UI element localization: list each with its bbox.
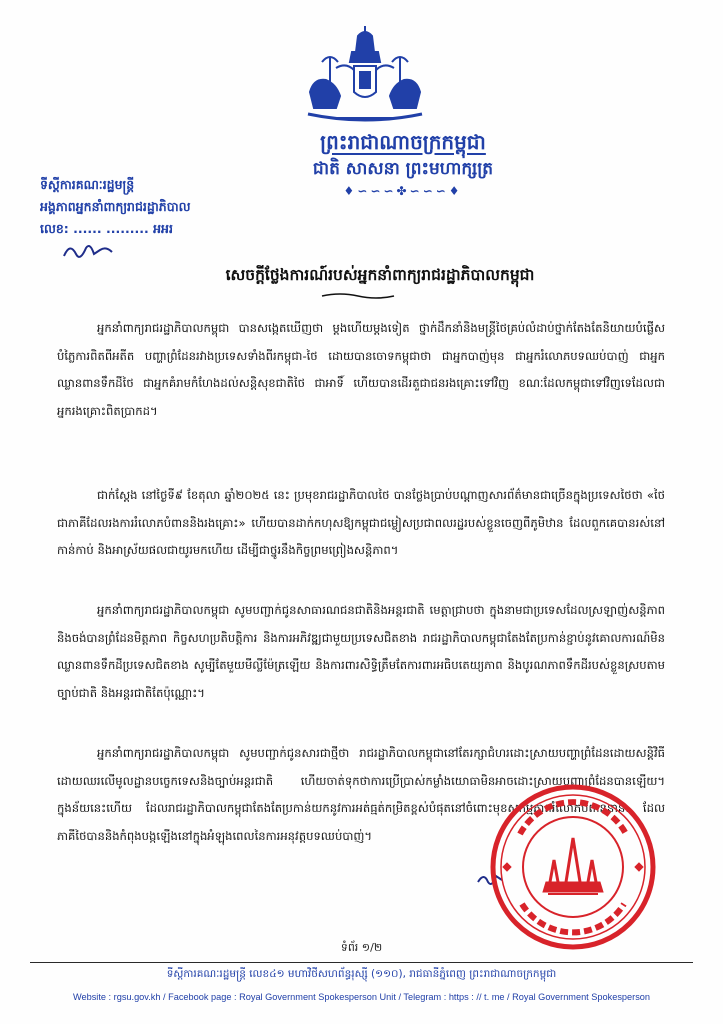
paragraph-1: អ្នកនាំពាក្យរាជរដ្ឋាភិបាលកម្ពុជា បានសង្កេតឃើញថា ម្តងហើយម្តងទៀត ថ្នាក់ដឹកនាំនិងមន្ត្រីថៃគ្រប់លំដាប់ថ្នាក់តែងតែនិយាយបំផ្លើសបំភ្លៃការពិតពីអតីត បញ្ហាព្រំដែនរវាងប្រទេសទាំងពីរកម្ពុជា-ថៃ ដោយបានចោទកម្ពុជាថា ជាអ្នកបាញ់មុន ជាអ្នករំលោភបទឈប់បាញ់ ជាអ្នកឈ្លានពានទឹកដីថៃ ជាអ្នកគំរាមកំហែងដល់សន្តិសុខជាតិថៃ ជាអាទិ៍ ហើយបានដើរតួជាជនរងគ្រោះទៅវិញ ខណៈដែលកម្ពុជាទៅវិញទេដែលជាអ្នករងគ្រោះពិតប្រាកដ។ <box>57 321 665 418</box>
reference-prefix: លេខ: <box>40 221 69 236</box>
title-ornament-icon <box>320 292 396 300</box>
statement-title: សេចក្តីថ្លែងការណ៍របស់អ្នកនាំពាក្យរាជរដ្ឋាភិបាលកម្ពុជា <box>225 266 535 284</box>
paragraph-2: ជាក់ស្តែង នៅថ្ងៃទី៩ ខែតុលា ឆ្នាំ២០២៥ នេះ ប្រមុខរាជរដ្ឋាភិបាលថៃ បានថ្លែងប្រាប់បណ្តាញសារព័ត៌មានជាច្រើនក្នុងប្រទេសថៃថា «ថៃជាភាគីដែលរងការរំលោភបំពាននិងរងគ្រោះ» ហើយបានដាក់កហុសឱ្យកម្ពុជាជម្លៀសប្រជាពលរដ្ឋរបស់ខ្លួនចេញពីភូមិឋាន ដែលពួកគេបានរស់នៅកាន់កាប់ និងអាស្រ័យផលជាយូរមកហើយ ដើម្បីជាថ្នូរនឹងកិច្ចព្រមព្រៀងសន្តិភាព។ <box>57 488 665 557</box>
footer-divider <box>30 962 693 963</box>
reference-number <box>40 218 280 240</box>
kingdom-header <box>238 128 568 198</box>
official-seal-icon <box>488 782 658 952</box>
reference-handwritten: ...... ......... <box>73 221 154 236</box>
ministry-name: ទីស្តីការគណៈរដ្ឋមន្ត្រី <box>40 177 135 192</box>
handwritten-initial-icon <box>60 240 118 264</box>
reference-suffix: អអរ <box>153 221 173 236</box>
paragraph-3: អ្នកនាំពាក្យរាជរដ្ឋាភិបាលកម្ពុជា សូមបញ្ជាក់ជូនសាធារណជនជាតិនិងអន្តរជាតិ មេត្តាជ្រាបថា ក្នុងនាមជាប្រទេសដែលស្រឡាញ់សន្តិភាព និងចង់បានព្រំដែនមិត្តភាព កិច្ចសហប្រតិបត្តិការ និងការអភិវឌ្ឍជាមួយប្រទេសជិតខាង រាជរដ្ឋាភិបាលកម្ពុជាតែងតែប្រកាន់ខ្ជាប់នូវគោលការណ៍មិនឈ្លានពានទឹកដីប្រទេសជិតខាង សូម្បីតែមួយមីល្លីម៉ែត្រឡើយ និងការពារសិទ្ធិត្រឹមតែការពារអធិបតេយ្យភាព និងបូរណភាពទឹកដីរបស់ខ្លួនស្របតាមច្បាប់ជាតិ និងអន្តរជាតិតែប៉ុណ្ណោះ។ <box>57 603 665 700</box>
footer-contacts: Website : rgsu.gov.kh / Facebook page : Royal Government Spokesperson Unit / Telegram : https : // t. me / Royal Government Spokesperson <box>72 992 651 1002</box>
header-ornament: ♦∽∽∽✤∽∽∽♦ <box>343 184 463 198</box>
page-number: ទំព័រ ១/២ <box>340 941 383 954</box>
national-motto: ជាតិ សាសនា ព្រះមហាក្សត្រ <box>312 159 494 179</box>
footer-address: ទីស្តីការគណៈរដ្ឋមន្ត្រី លេខ៤១ មហាវិថីសហព័ន្ធរុស្ស៊ី (១១០), រាជធានីភ្នំពេញ ព្រះរាជាណាចក្រកម្ពុជា <box>166 968 557 980</box>
issuing-office <box>40 174 280 240</box>
royal-crest-icon <box>300 22 430 126</box>
unit-name: អង្គភាពអ្នកនាំពាក្យរាជរដ្ឋាភិបាល <box>40 199 191 214</box>
kingdom-name: ព្រះរាជាណាចក្រកម្ពុជា <box>320 130 486 154</box>
paragraph-4: អ្នកនាំពាក្យរាជរដ្ឋាភិបាលកម្ពុជា សូមបញ្ជាក់ជូនសារជាថ្មីថា រាជរដ្ឋាភិបាលកម្ពុជានៅតែរក្សាជំហរដោះស្រាយបញ្ហាព្រំដែនដោយសន្តិវិធី ដោយឈរលើមូលដ្ឋានបច្ចេកទេសនិងច្បាប់អន្តរជាតិ ហើយចាត់ទុកថាការប្រើប្រាស់កម្លាំងយោធាមិនអាចដោះស្រាយបញ្ហាព្រំដែនបានឡើយ។ ក្នុងន័យនេះហើយ ដែលរាជរដ្ឋាភិបាលកម្ពុជាតែងតែប្រកាន់យកនូវការអត់ធ្មត់កម្រិតខ្ពស់បំផុតនៅចំពោះមុខសកម្មភាពរំលោភបំពាននានា ដែលភាគីថៃបាននិងកំពុងបង្កឡើងនៅក្នុងអំឡុងពេលនៃការអនុវត្តបទឈប់បាញ់។ <box>57 746 665 843</box>
